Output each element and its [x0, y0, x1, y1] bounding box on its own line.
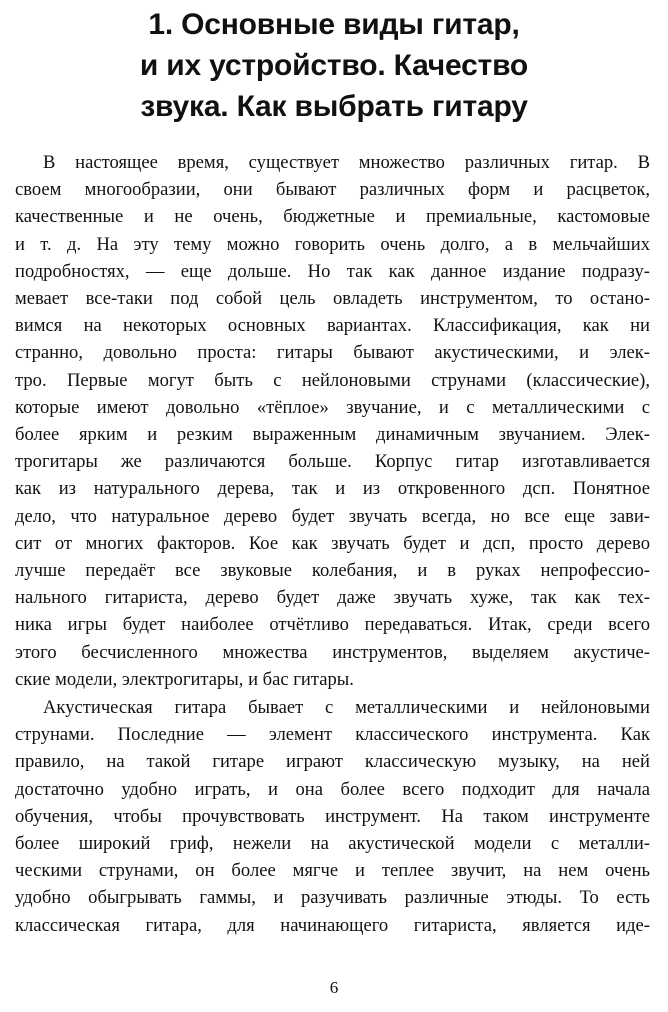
text-line: и т. д. На эту тему можно говорить очень долго, а в мельчайших — [15, 233, 650, 255]
text-line: качественные и не очень, бюджетные и премиальные, кастомовые — [15, 206, 650, 228]
text-line: нального гитариста, дерево будет даже звучать хуже, так как тех- — [15, 587, 650, 609]
text-line: более ярким и резким выраженным динамичным звучанием. Элек- — [15, 424, 650, 446]
page-number: 6 — [329, 978, 339, 997]
body-text — [15, 149, 650, 939]
text-line: ника игры будет наиболее отчётливо передаваться. Итак, среди всего — [15, 614, 650, 636]
text-line: ские модели, электрогитары, и бас гитары. — [15, 668, 354, 690]
text-line: обучения, чтобы прочувствовать инструмент. На таком инструменте — [15, 805, 650, 827]
text-line: мевает все-таки под собой цель овладеть инструментом, то остано- — [15, 288, 650, 310]
text-line: удобно обыгрывать гаммы, и разучивать различные этюды. То есть — [15, 887, 650, 909]
text-line: этого бесчисленного множества инструментов, выделяем акустиче- — [15, 641, 650, 663]
text-line: классическая гитара, для начинающего гитариста, является иде- — [15, 914, 650, 936]
text-line: правило, на такой гитаре играют классическую музыку, на ней — [15, 751, 650, 773]
text-line: вимся на некоторых основных вариантах. Классификация, как ни — [15, 315, 650, 337]
text-line: лучше передаёт все звуковые колебания, и в руках непрофессио- — [15, 560, 650, 582]
paragraph-acoustic-guitar — [15, 694, 650, 939]
text-line: Акустическая гитара бывает с металлическими и нейлоновыми — [43, 697, 650, 719]
chapter-title-line: звука. Как выбрать гитару — [140, 90, 528, 123]
chapter-title-line: и их устройство. Качество — [139, 49, 529, 82]
text-line: ческими струнами, он более мягче и теплее звучит, на нем очень — [15, 860, 650, 882]
paragraph-guitar-types — [15, 149, 650, 693]
text-line: струнами. Последние — элемент классического инструмента. Как — [15, 724, 650, 746]
text-line: дело, что натуральное дерево будет звучать всегда, но все еще зави- — [15, 505, 650, 527]
text-line: своем многообразии, они бывают различных форм и расцветок, — [15, 179, 650, 201]
text-line: которые имеют довольно «тёплое» звучание, и с металлическими с — [15, 396, 650, 418]
text-line: тро. Первые могут быть с нейлоновыми струнами (классические), — [15, 369, 650, 391]
text-line: сит от многих факторов. Кое как звучать будет и дсп, просто дерево — [15, 532, 650, 554]
text-line: В настоящее время, существует множество различных гитар. В — [43, 152, 650, 173]
text-line: более широкий гриф, нежели на акустической модели с металли- — [15, 833, 650, 855]
text-line: странно, довольно проста: гитары бывают акустическими, и элек- — [15, 342, 650, 364]
chapter-title-line: 1. Основные виды гитар, — [148, 8, 520, 41]
text-line: подробностях, — еще дольше. Но так как данное издание подразу- — [15, 260, 650, 282]
text-line: достаточно удобно играть, и она более всего подходит для начала — [15, 778, 650, 800]
chapter-title — [20, 4, 648, 127]
text-line: как из натурального дерева, так и из откровенного дсп. Понятное — [15, 478, 650, 500]
text-line: трогитары же различаются больше. Корпус гитар изготавливается — [15, 451, 650, 473]
